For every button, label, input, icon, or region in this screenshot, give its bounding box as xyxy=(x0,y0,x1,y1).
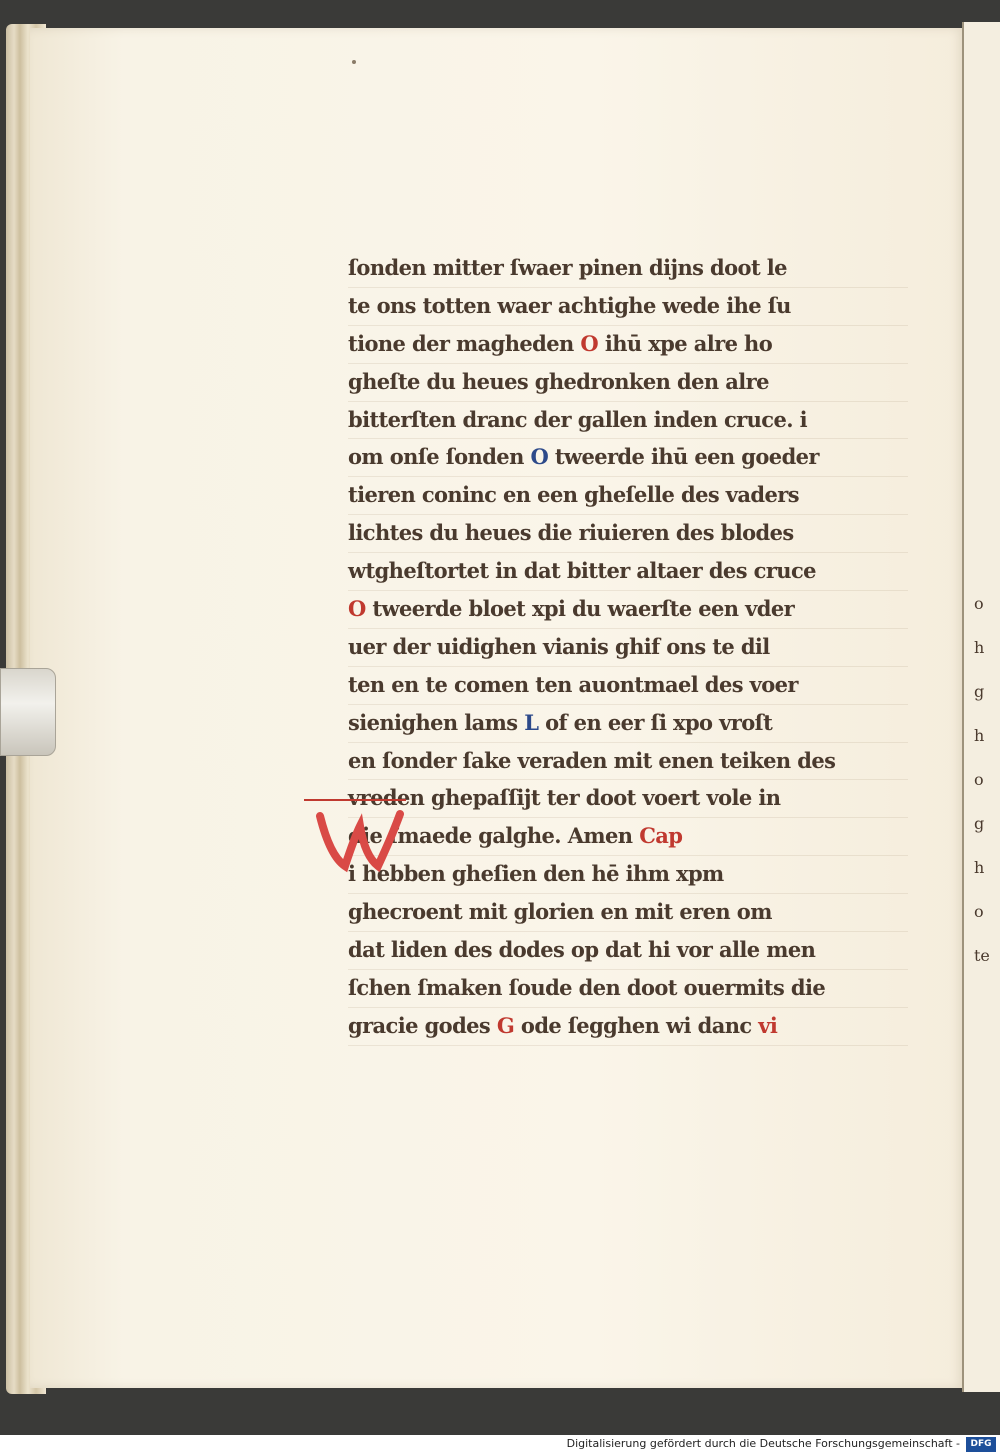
manuscript-line: uer der uidighen vianis ghif ons te dil xyxy=(348,629,908,667)
facing-page-letter: o xyxy=(974,902,984,921)
manuscript-line: te ons totten waer achtighe wede ihe ſu xyxy=(348,288,908,326)
facing-page-letters xyxy=(974,582,990,978)
manuscript-line: en ſonder ſake veraden mit enen teiken des xyxy=(348,743,908,781)
manuscript-line: die ſmaede galghe. Amen Cap xyxy=(348,818,908,856)
manuscript-line: ghecroent mit glorien en mit eren om xyxy=(348,894,908,932)
text-block xyxy=(348,250,908,1046)
manuscript-line: O tweerde bloet xpi du waerſte een vder xyxy=(348,591,908,629)
manuscript-line: lichtes du heues die riuieren des blodes xyxy=(348,515,908,553)
book-clip xyxy=(0,668,56,756)
manuscript-line: i hebben gheſien den hē ihm xpm xyxy=(348,856,908,894)
manuscript-line: tione der magheden O ihū xpe alre ho xyxy=(348,326,908,364)
facing-page-letter: g xyxy=(974,682,985,701)
chapter-rubric: Cap xyxy=(639,823,683,849)
manuscript-page xyxy=(30,28,965,1388)
facing-page-letter: h xyxy=(974,858,985,877)
facing-page-letter: te xyxy=(974,946,990,965)
dfg-logo: DFG xyxy=(966,1437,996,1452)
manuscript-line: dat liden des dodes op dat hi vor alle men xyxy=(348,932,908,970)
facing-page-edge xyxy=(962,22,1000,1392)
manuscript-line: vreden ghepaſſijt ter doot voert vole in xyxy=(348,780,908,818)
folio-mark xyxy=(352,60,356,64)
manuscript-line: sienighen lams L of en eer ſi xpo vroſt xyxy=(348,705,908,743)
manuscript-line: wtgheſtortet in dat bitter altaer des cruce xyxy=(348,553,908,591)
rubric-initial: L xyxy=(524,709,539,735)
large-initial-w xyxy=(300,796,390,866)
facing-page-letter: h xyxy=(974,638,985,657)
facing-page-letter: g xyxy=(974,814,985,833)
facing-page-letter: o xyxy=(974,770,984,789)
manuscript-line: ſchen ſmaken ſoude den doot ouermits die xyxy=(348,970,908,1008)
facing-page-letter: o xyxy=(974,594,984,613)
rubric-initial: O xyxy=(348,596,366,622)
amen-word: Amen xyxy=(567,823,640,849)
rubric-initial: G xyxy=(496,1012,515,1038)
facing-page-letter: h xyxy=(974,726,985,745)
manuscript-line: gheſte du heues ghedronken den alre xyxy=(348,364,908,402)
footer xyxy=(0,1435,1000,1455)
footer-credit: Digitalisierung gefördert durch die Deutsche Forschungsgemeinschaft - xyxy=(566,1437,960,1450)
manuscript-line: gracie godes G ode ſegghen wi danc vi xyxy=(348,1008,908,1046)
manuscript-line: om onſe ſonden O tweerde ihū een goeder xyxy=(348,439,908,477)
rubric-initial: O xyxy=(530,444,549,470)
manuscript-line: tieren coninc en een gheſelle des vaders xyxy=(348,477,908,515)
manuscript-line: bitterſten dranc der gallen inden cruce. i xyxy=(348,402,908,440)
rubric-initial: O xyxy=(580,330,599,356)
manuscript-line: ſonden mitter ſwaer pinen dijns doot le xyxy=(348,250,908,288)
folio-number: vi xyxy=(758,1012,778,1038)
manuscript-line: ten en te comen ten auontmael des voer xyxy=(348,667,908,705)
